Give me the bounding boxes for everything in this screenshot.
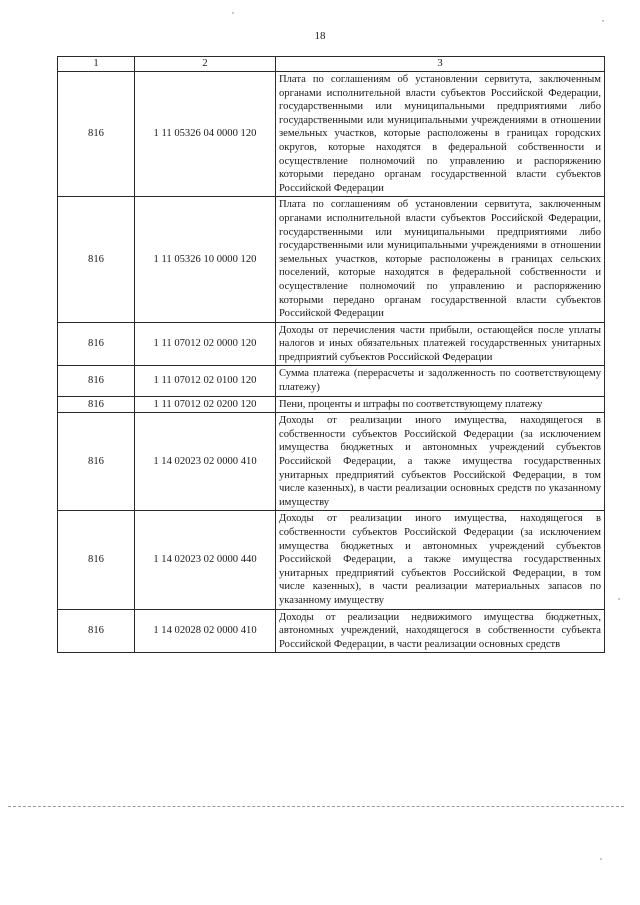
- budget-code-cell: 1 14 02023 02 0000 440: [135, 511, 276, 609]
- scan-speck: [232, 12, 234, 14]
- column-header-1: 1: [58, 57, 135, 72]
- table-row: [58, 511, 605, 609]
- table-row: [58, 322, 605, 366]
- budget-code-cell: 1 11 07012 02 0200 120: [135, 396, 276, 413]
- admin-code-cell: 816: [58, 511, 135, 609]
- table-row: [58, 197, 605, 322]
- table-header-row: [58, 57, 605, 72]
- column-header-3: 3: [276, 57, 605, 72]
- budget-code-cell: 1 11 07012 02 0100 120: [135, 366, 276, 396]
- description-cell: Плата по соглашениям об установлении сервитута, заключенным органами исполнительной власти субъектов Российской Федерации, государственными или муниципальными предприятиями либо государственными или муниципальными учреждениями в отношении земельных участков, которые расположены в границах городских округов, которые находятся в федеральной собственности и осуществление полномочий по управлению и распоряжению которыми передано органам государственной власти субъектов Российской Федерации: [276, 72, 605, 197]
- admin-code-cell: 816: [58, 322, 135, 366]
- description-cell: Доходы от перечисления части прибыли, остающейся после уплаты налогов и иных обязательных платежей государственных унитарных предприятий субъектов Российской Федерации: [276, 322, 605, 366]
- table-row: [58, 366, 605, 396]
- budget-code-cell: 1 11 07012 02 0000 120: [135, 322, 276, 366]
- budget-code-cell: 1 11 05326 10 0000 120: [135, 197, 276, 322]
- budget-code-cell: 1 14 02023 02 0000 410: [135, 413, 276, 511]
- scan-speck: [600, 858, 602, 860]
- column-header-2: 2: [135, 57, 276, 72]
- table-row: [58, 413, 605, 511]
- budget-code-cell: 1 14 02028 02 0000 410: [135, 609, 276, 653]
- scan-speck: [602, 20, 604, 22]
- table-row: [58, 72, 605, 197]
- scan-artifact-line: [8, 806, 624, 807]
- admin-code-cell: 816: [58, 413, 135, 511]
- description-cell: Доходы от реализации иного имущества, находящегося в собственности субъектов Российской Федерации (за исключением имущества бюджетных и автономных учреждений субъектов Российской Федерации, а также имущества государственных унитарных предприятий субъектов Российской Федерации, в том числе казенных), в части реализации основных средств по указанному имуществу: [276, 413, 605, 511]
- admin-code-cell: 816: [58, 396, 135, 413]
- admin-code-cell: 816: [58, 197, 135, 322]
- description-cell: Доходы от реализации недвижимого имущества бюджетных, автономных учреждений, находящегося в собственности субъекта Российской Федерации, в части реализации основных средств: [276, 609, 605, 653]
- description-cell: Сумма платежа (перерасчеты и задолженность по соответствующему платежу): [276, 366, 605, 396]
- admin-code-cell: 816: [58, 366, 135, 396]
- admin-code-cell: 816: [58, 609, 135, 653]
- budget-codes-table: [57, 56, 605, 653]
- description-cell: Доходы от реализации иного имущества, находящегося в собственности субъектов Российской Федерации (за исключением имущества бюджетных и автономных учреждений субъектов Российской Федерации, а также имущества государственных унитарных предприятий субъектов Российской Федерации, в том числе казенных), в части реализации материальных запасов по указанному имуществу: [276, 511, 605, 609]
- table-row: [58, 609, 605, 653]
- page-number: 18: [314, 30, 326, 42]
- budget-code-cell: 1 11 05326 04 0000 120: [135, 72, 276, 197]
- description-cell: Пени, проценты и штрафы по соответствующему платежу: [276, 396, 605, 413]
- description-cell: Плата по соглашениям об установлении сервитута, заключенным органами исполнительной власти субъектов Российской Федерации, государственными или муниципальными предприятиями либо государственными или муниципальными учреждениями в отношении земельных участков, которые расположены в границах сельских поселений, которые находятся в федеральной собственности и осуществление полномочий по управлению и распоряжению которыми передано органам государственной власти субъектов Российской Федерации: [276, 197, 605, 322]
- scan-speck: [618, 598, 620, 600]
- admin-code-cell: 816: [58, 72, 135, 197]
- table-row: [58, 396, 605, 413]
